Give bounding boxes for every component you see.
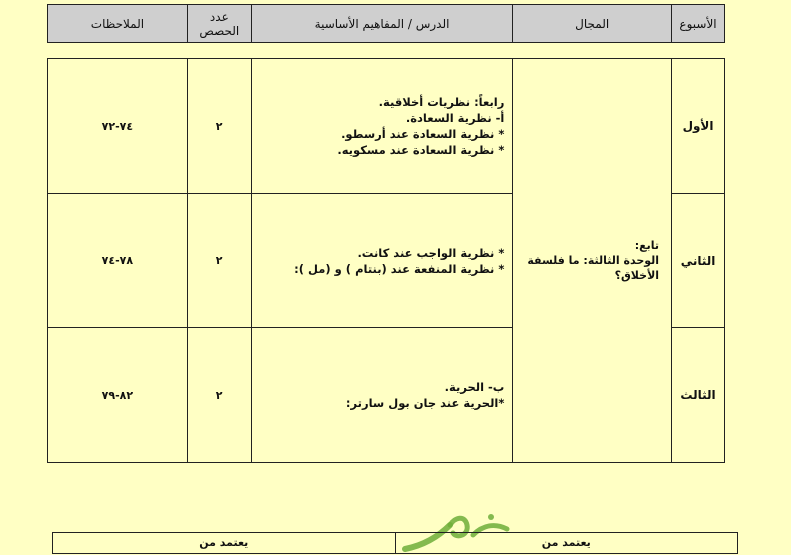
header-domain: المجال: [513, 5, 672, 43]
header-periods: عدد الحصص: [187, 5, 251, 43]
lesson-line: * نظرية السعادة عند مسكويه.: [337, 143, 505, 157]
header-week: الأسبوع: [672, 5, 725, 43]
lesson-line: أ- نظرية السعادة.: [405, 111, 505, 125]
week-cell: الثاني: [672, 194, 725, 328]
notes-cell: ٧٤-٧٢: [48, 59, 188, 194]
schedule-table: [47, 58, 725, 463]
approval-table: [52, 532, 738, 554]
week-cell: الأول: [672, 59, 725, 194]
lesson-cell: [251, 328, 513, 463]
header-lesson: الدرس / المفاهيم الأساسية: [251, 5, 513, 43]
periods-cell: ٢: [187, 59, 251, 194]
lesson-line: ب- الحرية.: [444, 380, 505, 394]
periods-cell: ٢: [187, 194, 251, 328]
lesson-line: * نظرية السعادة عند أرسطو.: [341, 127, 505, 141]
lesson-line: * نظرية الواجب عند كانت.: [357, 245, 505, 260]
notes-cell: ٨٢-٧٩: [48, 328, 188, 463]
notes-cell: ٧٨-٧٤: [48, 194, 188, 328]
week-cell: الثالث: [672, 328, 725, 463]
lesson-line: رابعاً: نظريات أخلاقية.: [378, 95, 505, 109]
lesson-cell: [251, 194, 513, 328]
domain-line: الوحدة الثالثة: ما فلسفة: [527, 254, 660, 267]
table-row: [48, 59, 725, 194]
approval-cell-left: يعتمد من: [53, 533, 396, 554]
approval-cell-right: يعتمد من: [395, 533, 738, 554]
header-notes: الملاحظات: [48, 5, 188, 43]
domain-line: الأخلاق؟: [614, 269, 660, 282]
domain-cell: [513, 59, 672, 463]
header-table: [47, 4, 725, 43]
lesson-line: *الحرية عند جان بول سارتر:: [345, 396, 505, 410]
periods-cell: ٢: [187, 328, 251, 463]
lesson-line: * نظرية المنفعة عند (بنتام ) و (مل ):: [294, 261, 505, 276]
lesson-cell: [251, 59, 513, 194]
domain-line: تابع:: [634, 239, 660, 252]
